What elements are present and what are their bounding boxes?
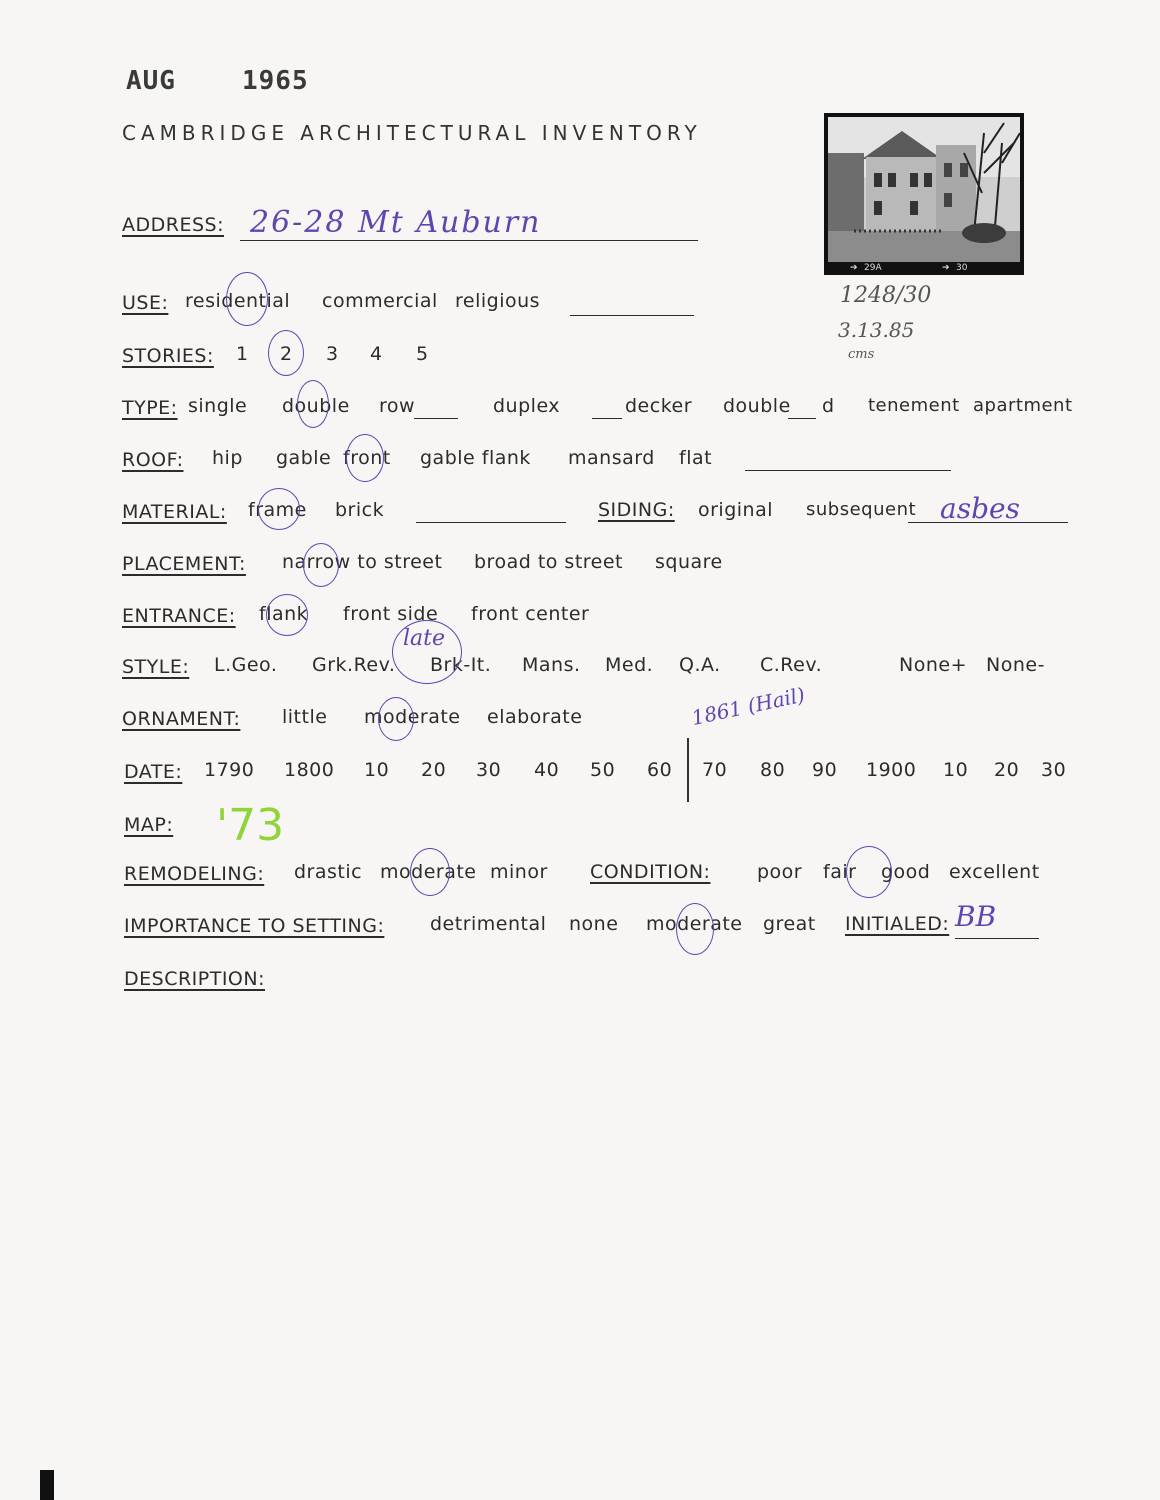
initialed-value: BB bbox=[955, 900, 997, 933]
address-value: 26-28 Mt Auburn bbox=[250, 205, 542, 240]
map-value: '73 bbox=[216, 800, 285, 851]
style-selection-circle bbox=[392, 620, 462, 684]
address-line bbox=[240, 240, 698, 241]
page-title: CAMBRIDGE ARCHITECTURAL INVENTORY bbox=[122, 121, 702, 145]
house-photo bbox=[824, 113, 1024, 275]
date-option-20: 20 bbox=[421, 759, 447, 781]
roof-selection-circle bbox=[346, 434, 384, 482]
importance-selection-circle bbox=[676, 903, 714, 955]
type-option-decker: decker bbox=[625, 395, 693, 417]
remodeling-label: REMODELING: bbox=[124, 863, 265, 885]
entrance-option-flank: flank bbox=[259, 603, 309, 625]
remodeling-option-minor: minor bbox=[490, 861, 548, 883]
type-option-row: row bbox=[379, 395, 416, 417]
type-row-blank bbox=[414, 418, 458, 419]
style-option-none-plus: None+ bbox=[899, 654, 967, 676]
use-option-religious: religious bbox=[455, 290, 541, 312]
condition-option-fair: fair bbox=[823, 861, 857, 883]
film-strip: ➔ 29A ➔ 30 bbox=[824, 262, 1024, 275]
map-label: MAP: bbox=[124, 814, 174, 836]
ornament-option-moderate: moderate bbox=[364, 706, 461, 728]
use-selection-circle bbox=[226, 272, 268, 326]
entrance-option-front-side: front side bbox=[343, 603, 439, 625]
condition-selection-circle bbox=[846, 846, 892, 898]
importance-option-detrimental: detrimental bbox=[430, 913, 547, 935]
ornament-option-elaborate: elaborate bbox=[487, 706, 583, 728]
placement-label: PLACEMENT: bbox=[122, 553, 246, 575]
photo-initials: cms bbox=[848, 347, 875, 362]
date-option-30: 30 bbox=[476, 759, 502, 781]
placement-selection-circle bbox=[303, 543, 339, 587]
type-option-d: d bbox=[822, 395, 835, 417]
stamp-month: AUG bbox=[126, 66, 176, 96]
condition-option-poor: poor bbox=[757, 861, 803, 883]
date-option-70: 70 bbox=[702, 759, 728, 781]
remodeling-option-moderate: moderate bbox=[380, 861, 477, 883]
type-option-tenement: tenement bbox=[868, 395, 960, 416]
stamp-year: 1965 bbox=[242, 66, 309, 96]
condition-option-excellent: excellent bbox=[949, 861, 1040, 883]
stories-option-4: 4 bbox=[370, 343, 383, 365]
roof-option-hip: hip bbox=[212, 447, 243, 469]
roof-option-gable-flank: gable flank bbox=[420, 447, 531, 469]
roof-label: ROOF: bbox=[122, 449, 184, 471]
ornament-label: ORNAMENT: bbox=[122, 708, 241, 730]
material-label: MATERIAL: bbox=[122, 501, 227, 523]
type-option-double-d: double bbox=[723, 395, 791, 417]
placement-option-narrow: narrow to street bbox=[282, 551, 443, 573]
date-option-1900: 1900 bbox=[866, 759, 917, 781]
entrance-selection-circle bbox=[266, 594, 308, 636]
date-marker-line bbox=[687, 738, 689, 802]
roof-option-gable: gable bbox=[276, 447, 332, 469]
entrance-option-front-center: front center bbox=[471, 603, 590, 625]
importance-option-none: none bbox=[569, 913, 619, 935]
placement-option-broad: broad to street bbox=[474, 551, 624, 573]
style-option-grkrev: Grk.Rev. bbox=[312, 654, 396, 676]
date-option-1920: 20 bbox=[994, 759, 1020, 781]
condition-option-good: good bbox=[881, 861, 931, 883]
stories-option-5: 5 bbox=[416, 343, 429, 365]
siding-option-subsequent: subsequent bbox=[806, 499, 917, 520]
style-option-lgeo: L.Geo. bbox=[214, 654, 278, 676]
use-option-commercial: commercial bbox=[322, 290, 438, 312]
stories-selection-circle bbox=[268, 330, 304, 376]
style-note: late bbox=[403, 626, 446, 651]
roof-blank bbox=[745, 470, 951, 471]
remodeling-selection-circle bbox=[410, 848, 450, 896]
stories-option-1: 1 bbox=[236, 343, 249, 365]
type-selection-circle bbox=[297, 380, 329, 428]
importance-label: IMPORTANCE TO SETTING: bbox=[124, 915, 385, 937]
type-option-single: single bbox=[188, 395, 248, 417]
date-option-40: 40 bbox=[534, 759, 560, 781]
type-option-double: double bbox=[282, 395, 350, 417]
initialed-label: INITIALED: bbox=[845, 913, 950, 935]
use-label: USE: bbox=[122, 292, 169, 314]
frame-label-a: 29A bbox=[864, 263, 882, 273]
style-option-crev: C.Rev. bbox=[760, 654, 823, 676]
stories-option-3: 3 bbox=[326, 343, 339, 365]
date-option-60: 60 bbox=[647, 759, 673, 781]
roof-option-flat: flat bbox=[679, 447, 713, 469]
placement-option-square: square bbox=[655, 551, 723, 573]
roof-option-mansard: mansard bbox=[568, 447, 655, 469]
date-option-1930: 30 bbox=[1041, 759, 1067, 781]
condition-label: CONDITION: bbox=[590, 861, 711, 883]
date-option-10: 10 bbox=[364, 759, 390, 781]
style-option-none-minus: None- bbox=[986, 654, 1045, 676]
ornament-selection-circle bbox=[378, 697, 414, 741]
date-label: DATE: bbox=[124, 761, 183, 783]
date-option-1910: 10 bbox=[943, 759, 969, 781]
style-label: STYLE: bbox=[122, 656, 190, 678]
date-option-80: 80 bbox=[760, 759, 786, 781]
stories-label: STORIES: bbox=[122, 345, 214, 367]
use-blank bbox=[570, 315, 694, 316]
style-option-qa: Q.A. bbox=[679, 654, 721, 676]
material-option-frame: frame bbox=[248, 499, 307, 521]
date-option-50: 50 bbox=[590, 759, 616, 781]
siding-value: asbes bbox=[940, 492, 1020, 525]
date-option-90: 90 bbox=[812, 759, 838, 781]
type-label: TYPE: bbox=[122, 397, 178, 419]
roof-option-front: front bbox=[343, 447, 391, 469]
type-option-duplex: duplex bbox=[493, 395, 561, 417]
type-decker-blank bbox=[592, 418, 622, 419]
initialed-line bbox=[955, 938, 1039, 939]
remodeling-option-drastic: drastic bbox=[294, 861, 363, 883]
material-option-brick: brick bbox=[335, 499, 385, 521]
style-option-med: Med. bbox=[605, 654, 654, 676]
frame-label-b: 30 bbox=[956, 263, 968, 273]
importance-option-great: great bbox=[763, 913, 816, 935]
use-option-residential: residential bbox=[185, 290, 291, 312]
date-option-1790: 1790 bbox=[204, 759, 255, 781]
style-option-brkit: Brk-It. bbox=[430, 654, 492, 676]
negative-number: 1248/30 bbox=[840, 283, 932, 308]
style-option-mans: Mans. bbox=[522, 654, 581, 676]
type-double-d-blank bbox=[788, 418, 816, 419]
stories-option-2: 2 bbox=[280, 343, 293, 365]
entrance-label: ENTRANCE: bbox=[122, 605, 236, 627]
photo-date: 3.13.85 bbox=[838, 318, 915, 342]
material-blank bbox=[416, 522, 566, 523]
house-photo-image bbox=[824, 113, 1024, 263]
address-label: ADDRESS: bbox=[122, 214, 224, 236]
description-label: DESCRIPTION: bbox=[124, 968, 266, 990]
date-option-1800: 1800 bbox=[284, 759, 335, 781]
material-selection-circle bbox=[258, 488, 300, 530]
corner-mark bbox=[40, 1470, 54, 1500]
importance-option-moderate: moderate bbox=[646, 913, 743, 935]
date-note: 1861 (Hail) bbox=[689, 682, 807, 730]
siding-label: SIDING: bbox=[598, 499, 675, 521]
type-option-apartment: apartment bbox=[973, 395, 1073, 416]
ornament-option-little: little bbox=[282, 706, 328, 728]
siding-option-original: original bbox=[698, 499, 774, 521]
